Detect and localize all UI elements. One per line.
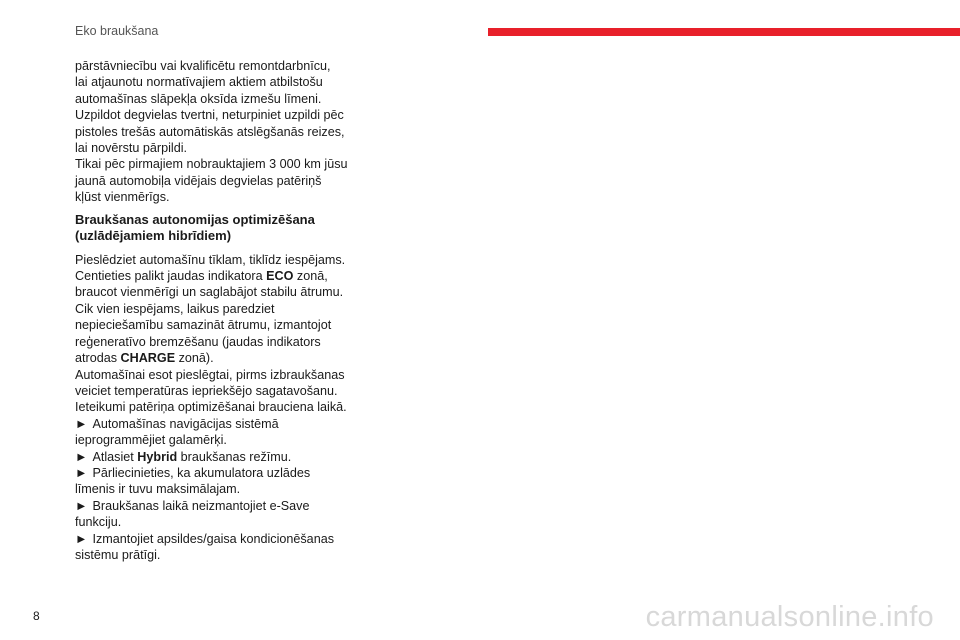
body-line: nepieciešamību samazināt ātrumu, izmantojot: [75, 318, 332, 333]
body-line: veiciet temperatūras iepriekšējo sagatavošanu.: [75, 383, 338, 398]
body-text: atrodas: [75, 351, 121, 366]
charge-zone-label: CHARGE: [120, 351, 176, 366]
intro-paragraph: [75, 58, 375, 206]
bullet-item: [75, 416, 375, 432]
bullet-item: [75, 498, 375, 514]
header-accent-bar: [488, 28, 960, 36]
page-number: 8: [33, 609, 40, 623]
bullet-item: [75, 465, 375, 481]
body-line: reģeneratīvo bremzēšanu (jaudas indikators: [75, 334, 321, 349]
arrow-bullet-icon: ►: [75, 449, 88, 464]
body-line: Automašīnai esot pieslēgtai, pirms izbraukšanas: [75, 367, 345, 382]
intro-line: Uzpildot degvielas tvertni, neturpiniet uzpildi pēc: [75, 108, 344, 123]
watermark-logo: carmanualsonline.info: [645, 601, 934, 633]
bullet-text: Atlasiet: [92, 449, 138, 464]
body-line: Ieteikumi patēriņa optimizēšanai brauciena laikā.: [75, 400, 347, 415]
body-line: [75, 350, 375, 366]
arrow-bullet-icon: ►: [75, 531, 88, 546]
intro-line: lai novērstu pārpildi.: [75, 141, 188, 156]
bullet-continuation: ieprogrammējiet galamērķi.: [75, 433, 227, 448]
bullet-text: Izmantojiet apsildes/gaisa kondicionēšanas: [92, 531, 334, 546]
bullet-continuation: līmenis ir tuvu maksimālajam.: [75, 482, 241, 497]
intro-line: pistoles trešās automātiskās atslēgšanās reizes,: [75, 124, 345, 139]
section-heading-line: (uzlādējamiem hibrīdiem): [75, 228, 232, 244]
section-heading: [75, 212, 375, 245]
eco-zone-label: ECO: [266, 269, 294, 284]
body-line: Pieslēdziet automašīnu tīklam, tiklīdz iespējams.: [75, 252, 346, 267]
bullet-continuation: funkciju.: [75, 515, 122, 530]
body-line: Cik vien iespējams, laikus paredziet: [75, 301, 275, 316]
hybrid-mode-label: Hybrid: [137, 449, 178, 464]
page-header-title: Eko braukšana: [75, 24, 159, 38]
arrow-bullet-icon: ►: [75, 498, 88, 513]
bullet-text: Automašīnas navigācijas sistēmā: [92, 416, 279, 431]
bullet-text: Pārliecinieties, ka akumulatora uzlādes: [92, 465, 311, 480]
bullet-item: [75, 449, 375, 465]
intro-line: pārstāvniecību vai kvalificētu remontdarbnīcu,: [75, 59, 331, 73]
intro-line: lai atjaunotu normatīvajiem aktiem atbilstošu: [75, 75, 323, 90]
arrow-bullet-icon: ►: [75, 465, 88, 480]
section-heading-line: Braukšanas autonomijas optimizēšana: [75, 211, 315, 227]
intro-line: kļūst vienmērīgs.: [75, 190, 170, 205]
body-text: zonā,: [293, 269, 328, 284]
bullet-continuation: sistēmu prātīgi.: [75, 547, 161, 562]
body-line: braucot vienmērīgi un saglabājot stabilu ātrumu.: [75, 285, 344, 300]
intro-line: jaunā automobiļa vidējais degvielas patēriņš: [75, 173, 322, 188]
body-text: Centieties palikt jaudas indikatora: [75, 269, 267, 284]
page-content: [75, 58, 375, 563]
body-line: [75, 268, 375, 284]
body-text: zonā).: [175, 351, 214, 366]
bullet-text: braukšanas režīmu.: [177, 449, 292, 464]
bullet-text: Braukšanas laikā neizmantojiet e-Save: [92, 498, 310, 513]
section-body: [75, 252, 375, 564]
intro-line: automašīnas slāpekļa oksīda izmešu līmeni.: [75, 91, 322, 106]
intro-line: Tikai pēc pirmajiem nobrauktajiem 3 000 km jūsu: [75, 157, 348, 172]
bullet-item: [75, 531, 375, 547]
arrow-bullet-icon: ►: [75, 416, 88, 431]
